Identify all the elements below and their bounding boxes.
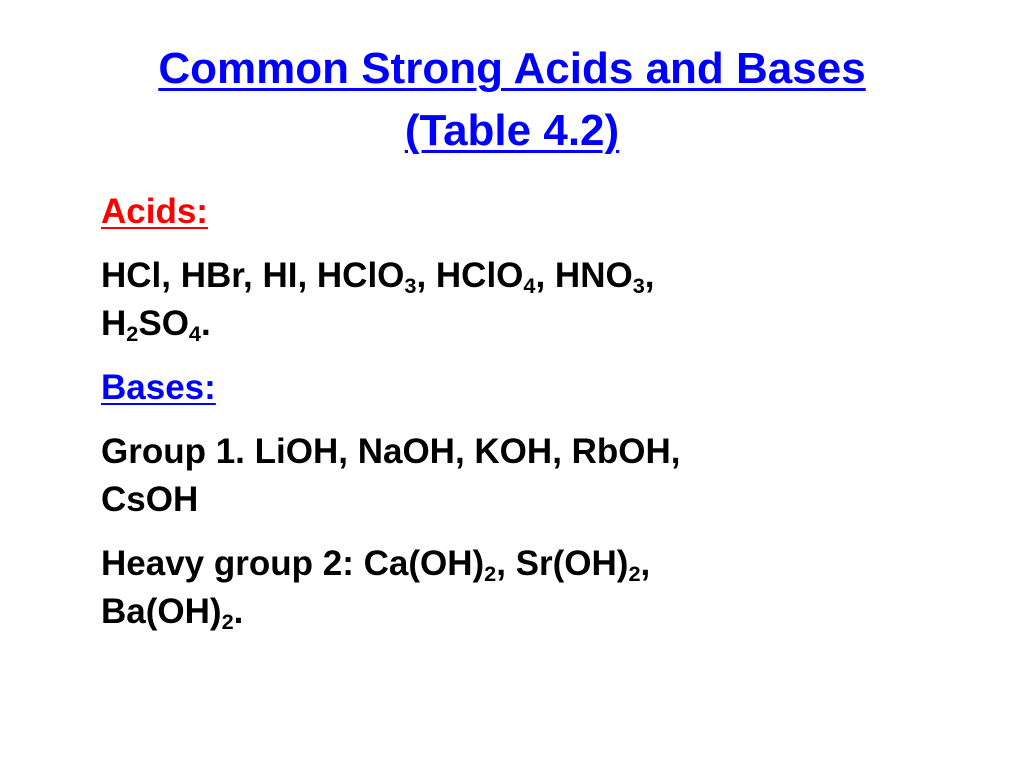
group-1-label: Group 1. [101, 432, 245, 471]
bases-group-1: Group 1. LiOH, NaOH, KOH, RbOH, CsOH [101, 432, 681, 519]
acid-hno3: $HNO_3$ [554, 256, 645, 299]
bases-heading-paragraph [101, 364, 961, 412]
base-caoh2: $Ca(OH)_2$ [363, 544, 497, 587]
base-csoh: CsOH [101, 480, 199, 519]
acid-hbr: HBr [180, 256, 243, 295]
group-2-label: Heavy group 2: [101, 544, 354, 583]
acid-hi: HI [262, 256, 298, 295]
title-line-1: Common Strong Acids and Bases [158, 44, 866, 93]
acid-hclo3: HClO$_3$ [316, 256, 417, 299]
base-naoh: NaOH [357, 432, 455, 471]
acids-heading-paragraph [101, 188, 961, 236]
bases-heading: Bases: [101, 368, 216, 407]
title-line-2: (Table 4.2) [404, 106, 620, 155]
slide-title [0, 38, 1024, 162]
acid-hclo4: HClO$_4$ [435, 256, 536, 299]
base-rboh: RbOH [571, 432, 671, 471]
base-koh: KOH [474, 432, 553, 471]
acid-hcl: HCl [101, 256, 162, 295]
acid-h2so4: $H_2SO_4$ [101, 304, 201, 347]
slide-body [101, 188, 961, 652]
base-lioh: LiOH [254, 432, 339, 471]
acids-heading: Acids: [101, 192, 208, 231]
base-sroh2: $Sr(OH)_2$ [515, 544, 641, 587]
base-baoh2: $Ba(OH)_2$ [101, 592, 234, 635]
bases-group-2: Heavy group 2: $Ca(OH)_2$, $Sr(OH)_2$, $Ba(OH)_2$. [101, 544, 651, 635]
acids-list: HCl, HBr, HI, HClO$_3$, HClO$_4$, $HNO_3$, $H_2SO_4$. [101, 256, 655, 347]
